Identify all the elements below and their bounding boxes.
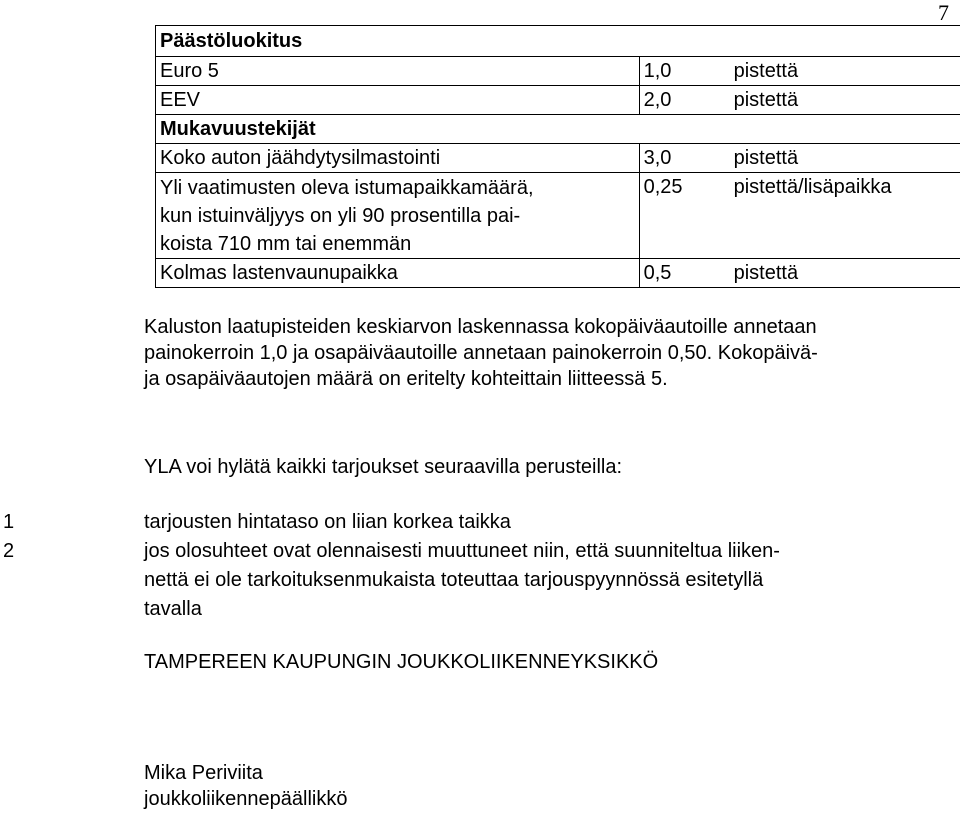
points-unit: pistettä <box>733 262 799 284</box>
paragraph-line: ja osapäiväautojen määrä on eritelty kohteittain liitteessä 5. <box>144 368 668 390</box>
table-row <box>156 173 960 259</box>
points-value: 1,0 <box>643 60 672 82</box>
weighting-paragraph <box>144 314 944 392</box>
criterion-label <box>156 173 640 259</box>
reason-line: tarjousten hintataso on liian korkea taikka <box>144 511 511 533</box>
organization-name: TAMPEREEN KAUPUNGIN JOUKKOLIIKENNEYKSIKKÖ <box>144 651 659 673</box>
signatory-name: Mika Periviita <box>144 762 263 784</box>
criterion-label: Koko auton jäähdytysilmastointi <box>156 144 640 173</box>
reason-line: jos olosuhteet ovat olennaisesti muuttuneet niin, että suunniteltua liiken- <box>144 540 780 562</box>
paragraph-line: painokerroin 1,0 ja osapäiväautoille annetaan painokerroin 0,50. Kokopäivä- <box>144 342 818 364</box>
criterion-label: Kolmas lastenvaunupaikka <box>156 259 640 288</box>
criterion-value <box>639 86 960 115</box>
points-value: 2,0 <box>643 89 672 111</box>
points-unit: pistettä <box>733 89 799 111</box>
rejection-intro: YLA voi hylätä kaikki tarjoukset seuraavilla perusteilla: <box>144 456 623 478</box>
table-row <box>156 115 960 144</box>
criterion-label-line: koista 710 mm tai enemmän <box>160 233 412 255</box>
table-row <box>156 26 960 57</box>
criterion-value <box>639 57 960 86</box>
criterion-label: EEV <box>156 86 640 115</box>
table-row <box>156 57 960 86</box>
signatory-title: joukkoliikennepäällikkö <box>144 788 348 810</box>
paragraph-line: Kaluston laatupisteiden keskiarvon laskennassa kokopäiväautoille annetaan <box>144 316 817 338</box>
criterion-label: Euro 5 <box>156 57 640 86</box>
table-row <box>156 86 960 115</box>
points-value: 3,0 <box>643 147 672 169</box>
points-value: 0,5 <box>643 262 672 284</box>
criterion-value <box>639 259 960 288</box>
reason-line: tavalla <box>144 598 202 620</box>
page-number: 7 <box>938 0 949 25</box>
criterion-value <box>639 173 960 259</box>
criterion-value <box>639 144 960 173</box>
points-unit: pistettä/lisäpaikka <box>733 176 892 198</box>
criterion-label-line: Yli vaatimusten oleva istumapaikkamäärä, <box>160 177 534 199</box>
empty-cell <box>639 26 960 57</box>
criterion-heading: Mukavuustekijät <box>156 115 640 144</box>
empty-cell <box>639 115 960 144</box>
table-row <box>156 259 960 288</box>
reason-text <box>144 537 934 624</box>
criterion-label-line: kun istuinväljyys on yli 90 prosentilla pai- <box>160 205 521 227</box>
reason-text <box>144 508 934 537</box>
score-table <box>155 25 960 288</box>
reason-line: nettä ei ole tarkoituksenmukaista toteuttaa tarjouspyynnössä esitetyllä <box>144 569 764 591</box>
points-value: 0,25 <box>643 176 683 198</box>
signatory <box>144 760 347 812</box>
points-unit: pistettä <box>733 60 799 82</box>
table-row <box>156 144 960 173</box>
reason-number: 1 <box>3 511 15 533</box>
criterion-heading: Päästöluokitus <box>156 26 640 57</box>
points-unit: pistettä <box>733 147 799 169</box>
reason-number: 2 <box>3 540 15 562</box>
